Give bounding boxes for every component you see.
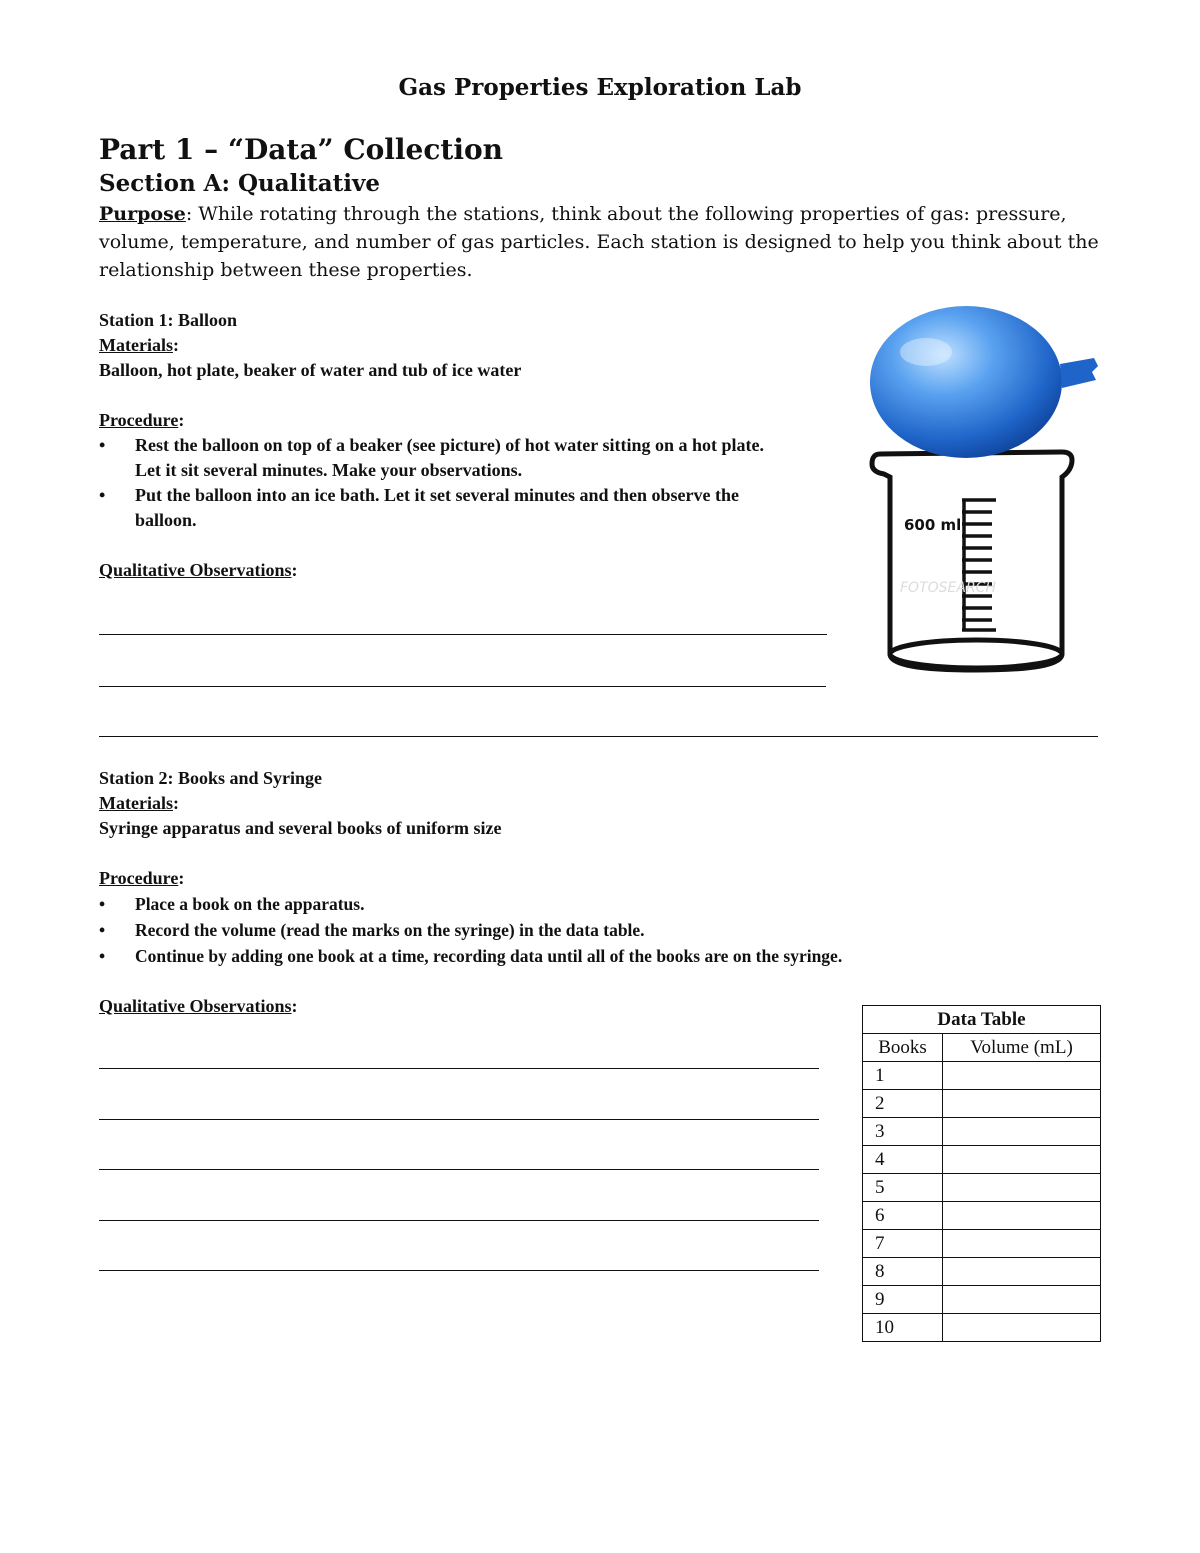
station-2-step: • Record the volume (read the marks on the syringe) in the data table. xyxy=(99,917,1099,943)
part-heading: Part 1 – “Data” Collection xyxy=(99,133,504,166)
column-header-books: Books xyxy=(863,1034,943,1062)
volume-cell[interactable] xyxy=(943,1174,1101,1202)
balloon-icon xyxy=(870,306,1098,458)
beaker-volume-label: 600 ml xyxy=(904,516,962,534)
books-count: 4 xyxy=(863,1146,943,1174)
station-1-title: Station 1: Balloon xyxy=(99,310,238,330)
station-2-materials-heading: Materials: xyxy=(99,793,179,813)
answer-line[interactable] xyxy=(99,1119,819,1120)
purpose-paragraph xyxy=(99,200,1099,284)
station-2-observations-heading: Qualitative Observations: xyxy=(99,996,298,1016)
station-1-observations-heading: Qualitative Observations: xyxy=(99,560,298,580)
volume-cell[interactable] xyxy=(943,1118,1101,1146)
table-row xyxy=(863,1090,1101,1118)
answer-line[interactable] xyxy=(99,1169,819,1170)
books-count: 6 xyxy=(863,1202,943,1230)
volume-cell[interactable] xyxy=(943,1202,1101,1230)
station-2-procedure-heading: Procedure: xyxy=(99,868,185,888)
table-row xyxy=(863,1202,1101,1230)
books-count: 2 xyxy=(863,1090,943,1118)
answer-line[interactable] xyxy=(99,634,827,635)
data-table xyxy=(862,1005,1101,1342)
books-count: 3 xyxy=(863,1118,943,1146)
station-1-procedure-heading: Procedure: xyxy=(99,410,185,430)
volume-cell[interactable] xyxy=(943,1258,1101,1286)
volume-cell[interactable] xyxy=(943,1286,1101,1314)
volume-cell[interactable] xyxy=(943,1062,1101,1090)
section-heading: Section A: Qualitative xyxy=(99,170,381,197)
page-title: Gas Properties Exploration Lab xyxy=(398,74,802,101)
station-2-step: • Continue by adding one book at a time, recording data until all of the books are on the syringe. xyxy=(99,943,1099,969)
volume-cell[interactable] xyxy=(943,1230,1101,1258)
answer-line[interactable] xyxy=(99,1270,819,1271)
table-row xyxy=(863,1314,1101,1342)
station-1-materials-heading: Materials: xyxy=(99,335,179,355)
books-count: 1 xyxy=(863,1062,943,1090)
answer-line[interactable] xyxy=(99,1220,819,1221)
station-1 xyxy=(99,308,819,583)
table-row xyxy=(863,1258,1101,1286)
answer-line[interactable] xyxy=(99,1068,819,1069)
books-count: 7 xyxy=(863,1230,943,1258)
station-2 xyxy=(99,766,1099,1019)
beaker-icon xyxy=(872,452,1072,670)
station-1-step: • Rest the balloon on top of a beaker (see picture) of hot water sitting on a hot plate. Let it sit several minutes. Make your observations. xyxy=(99,433,789,483)
table-row xyxy=(863,1118,1101,1146)
books-count: 8 xyxy=(863,1258,943,1286)
books-count: 5 xyxy=(863,1174,943,1202)
purpose-label: Purpose xyxy=(99,203,186,225)
station-1-procedure-list xyxy=(99,433,789,533)
watermark: FOTOSEARCH xyxy=(900,580,996,596)
volume-cell[interactable] xyxy=(943,1146,1101,1174)
station-2-title: Station 2: Books and Syringe xyxy=(99,768,323,788)
answer-line[interactable] xyxy=(99,686,826,687)
volume-cell[interactable] xyxy=(943,1090,1101,1118)
balloon-beaker-illustration xyxy=(846,302,1106,680)
volume-cell[interactable] xyxy=(943,1314,1101,1342)
purpose-text: : While rotating through the stations, think about the following properties of gas: pressure, volume, temperature, and number of gas particles. Each station is designed to help you think about the relationship between these properties. xyxy=(99,203,1099,281)
station-1-step: • Put the balloon into an ice bath. Let it set several minutes and then observe the balloon. xyxy=(99,483,789,533)
column-header-volume: Volume (mL) xyxy=(943,1034,1101,1062)
table-row xyxy=(863,1062,1101,1090)
station-2-procedure-list xyxy=(99,891,1099,969)
table-row xyxy=(863,1174,1101,1202)
answer-line[interactable] xyxy=(99,736,1098,737)
station-2-materials: Syringe apparatus and several books of uniform size xyxy=(99,818,502,838)
table-row xyxy=(863,1146,1101,1174)
books-count: 10 xyxy=(863,1314,943,1342)
table-row xyxy=(863,1230,1101,1258)
table-row xyxy=(863,1286,1101,1314)
data-table-caption: Data Table xyxy=(863,1006,1101,1034)
station-1-materials: Balloon, hot plate, beaker of water and tub of ice water xyxy=(99,360,522,380)
books-count: 9 xyxy=(863,1286,943,1314)
station-2-step: • Place a book on the apparatus. xyxy=(99,891,1099,917)
